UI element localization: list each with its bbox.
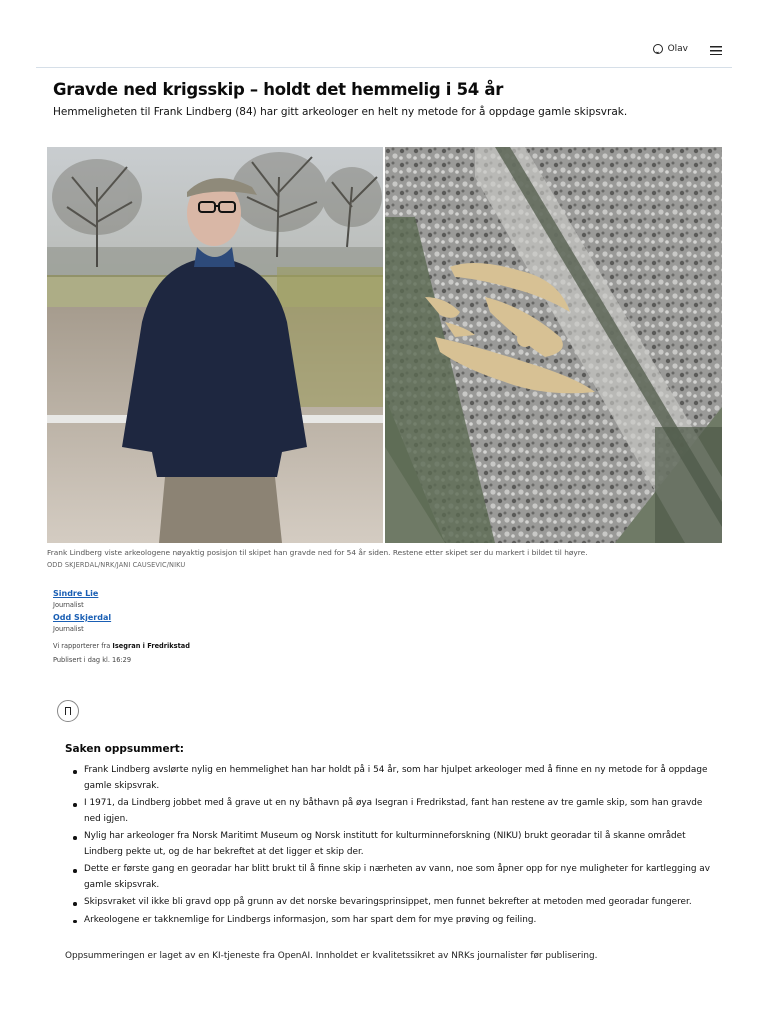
article-hero-image bbox=[47, 147, 722, 543]
author-odd-skjerdal bbox=[53, 613, 111, 622]
hamburger-menu-icon[interactable] bbox=[710, 46, 722, 55]
list-item: Nylig har arkeologer fra Norsk Maritimt Museum og Norsk institutt for kulturminneforskning (NIKU) brukt georadar til å skanne området Lindberg pekte ut, og de har bekreftet at det ligger et skip der. bbox=[70, 829, 710, 860]
user-profile-button[interactable] bbox=[653, 44, 688, 54]
user-icon bbox=[653, 44, 663, 54]
image-credit: ODD SKJERDAL/NRK/JANI CAUSEVIC/NIKU bbox=[47, 561, 186, 569]
user-name: Olav bbox=[667, 44, 688, 54]
article-lead: Hemmeligheten til Frank Lindberg (84) har gitt arkeologer en helt ny metode for å oppdage gamle skipsvrak. bbox=[53, 106, 628, 118]
article-headline: Gravde ned krigsskip – holdt det hemmelig i 54 år bbox=[53, 80, 504, 99]
published-time: Publisert i dag kl. 16:29 bbox=[53, 656, 132, 664]
portrait-photo bbox=[47, 147, 383, 543]
summary-list bbox=[70, 763, 710, 930]
list-item: Frank Lindberg avslørte nylig en hemmelighet han har holdt på i 54 år, som har hjulpet arkeologer med å finne en ny metode for å oppdage gamle skipsvrak. bbox=[70, 763, 710, 794]
list-item: Arkeologene er takknemlige for Lindbergs informasjon, som har spart dem for mye prøving og feiling. bbox=[70, 913, 710, 929]
ai-summary-disclaimer: Oppsummeringen er laget av en KI-tjeneste fra OpenAI. Innholdet er kvalitetssikret av NRKs journalister før publisering. bbox=[65, 951, 598, 961]
summary-title: Saken oppsummert: bbox=[65, 743, 184, 755]
bookmark-icon bbox=[65, 707, 71, 715]
author-role: Journalist bbox=[53, 601, 84, 609]
list-item: I 1971, da Lindberg jobbet med å grave ut en ny båthavn på øya Isegran i Fredrikstad, fant han restene av tre gamle skip, som han gravde ned igjen. bbox=[70, 796, 710, 827]
image-caption: Frank Lindberg viste arkeologene nøyaktig posisjon til skipet han gravde ned for 54 år siden. Restene etter skipet ser du markert i bildet til høyre. bbox=[47, 548, 588, 557]
reporting-location: Vi rapporterer fra Isegran i Fredrikstad bbox=[53, 642, 190, 650]
author-sindre-lie bbox=[53, 589, 98, 598]
list-item: Dette er første gang en georadar har blitt brukt til å finne skip i nærheten av vann, noe som åpner opp for nye muligheter for kartlegging av gamle skipsvrak. bbox=[70, 862, 710, 893]
author-link[interactable]: Sindre Lie bbox=[53, 589, 99, 598]
georadar-scan-image bbox=[385, 147, 722, 543]
author-link[interactable]: Odd Skjerdal bbox=[53, 613, 112, 622]
top-navigation-bar bbox=[36, 36, 732, 68]
list-item: Skipsvraket vil ikke bli gravd opp på grunn av det norske bevaringsprinsippet, men funnet bekrefter at metoden med georadar fungerer. bbox=[70, 895, 710, 911]
bookmark-button[interactable] bbox=[57, 700, 79, 722]
author-role: Journalist bbox=[53, 625, 84, 633]
